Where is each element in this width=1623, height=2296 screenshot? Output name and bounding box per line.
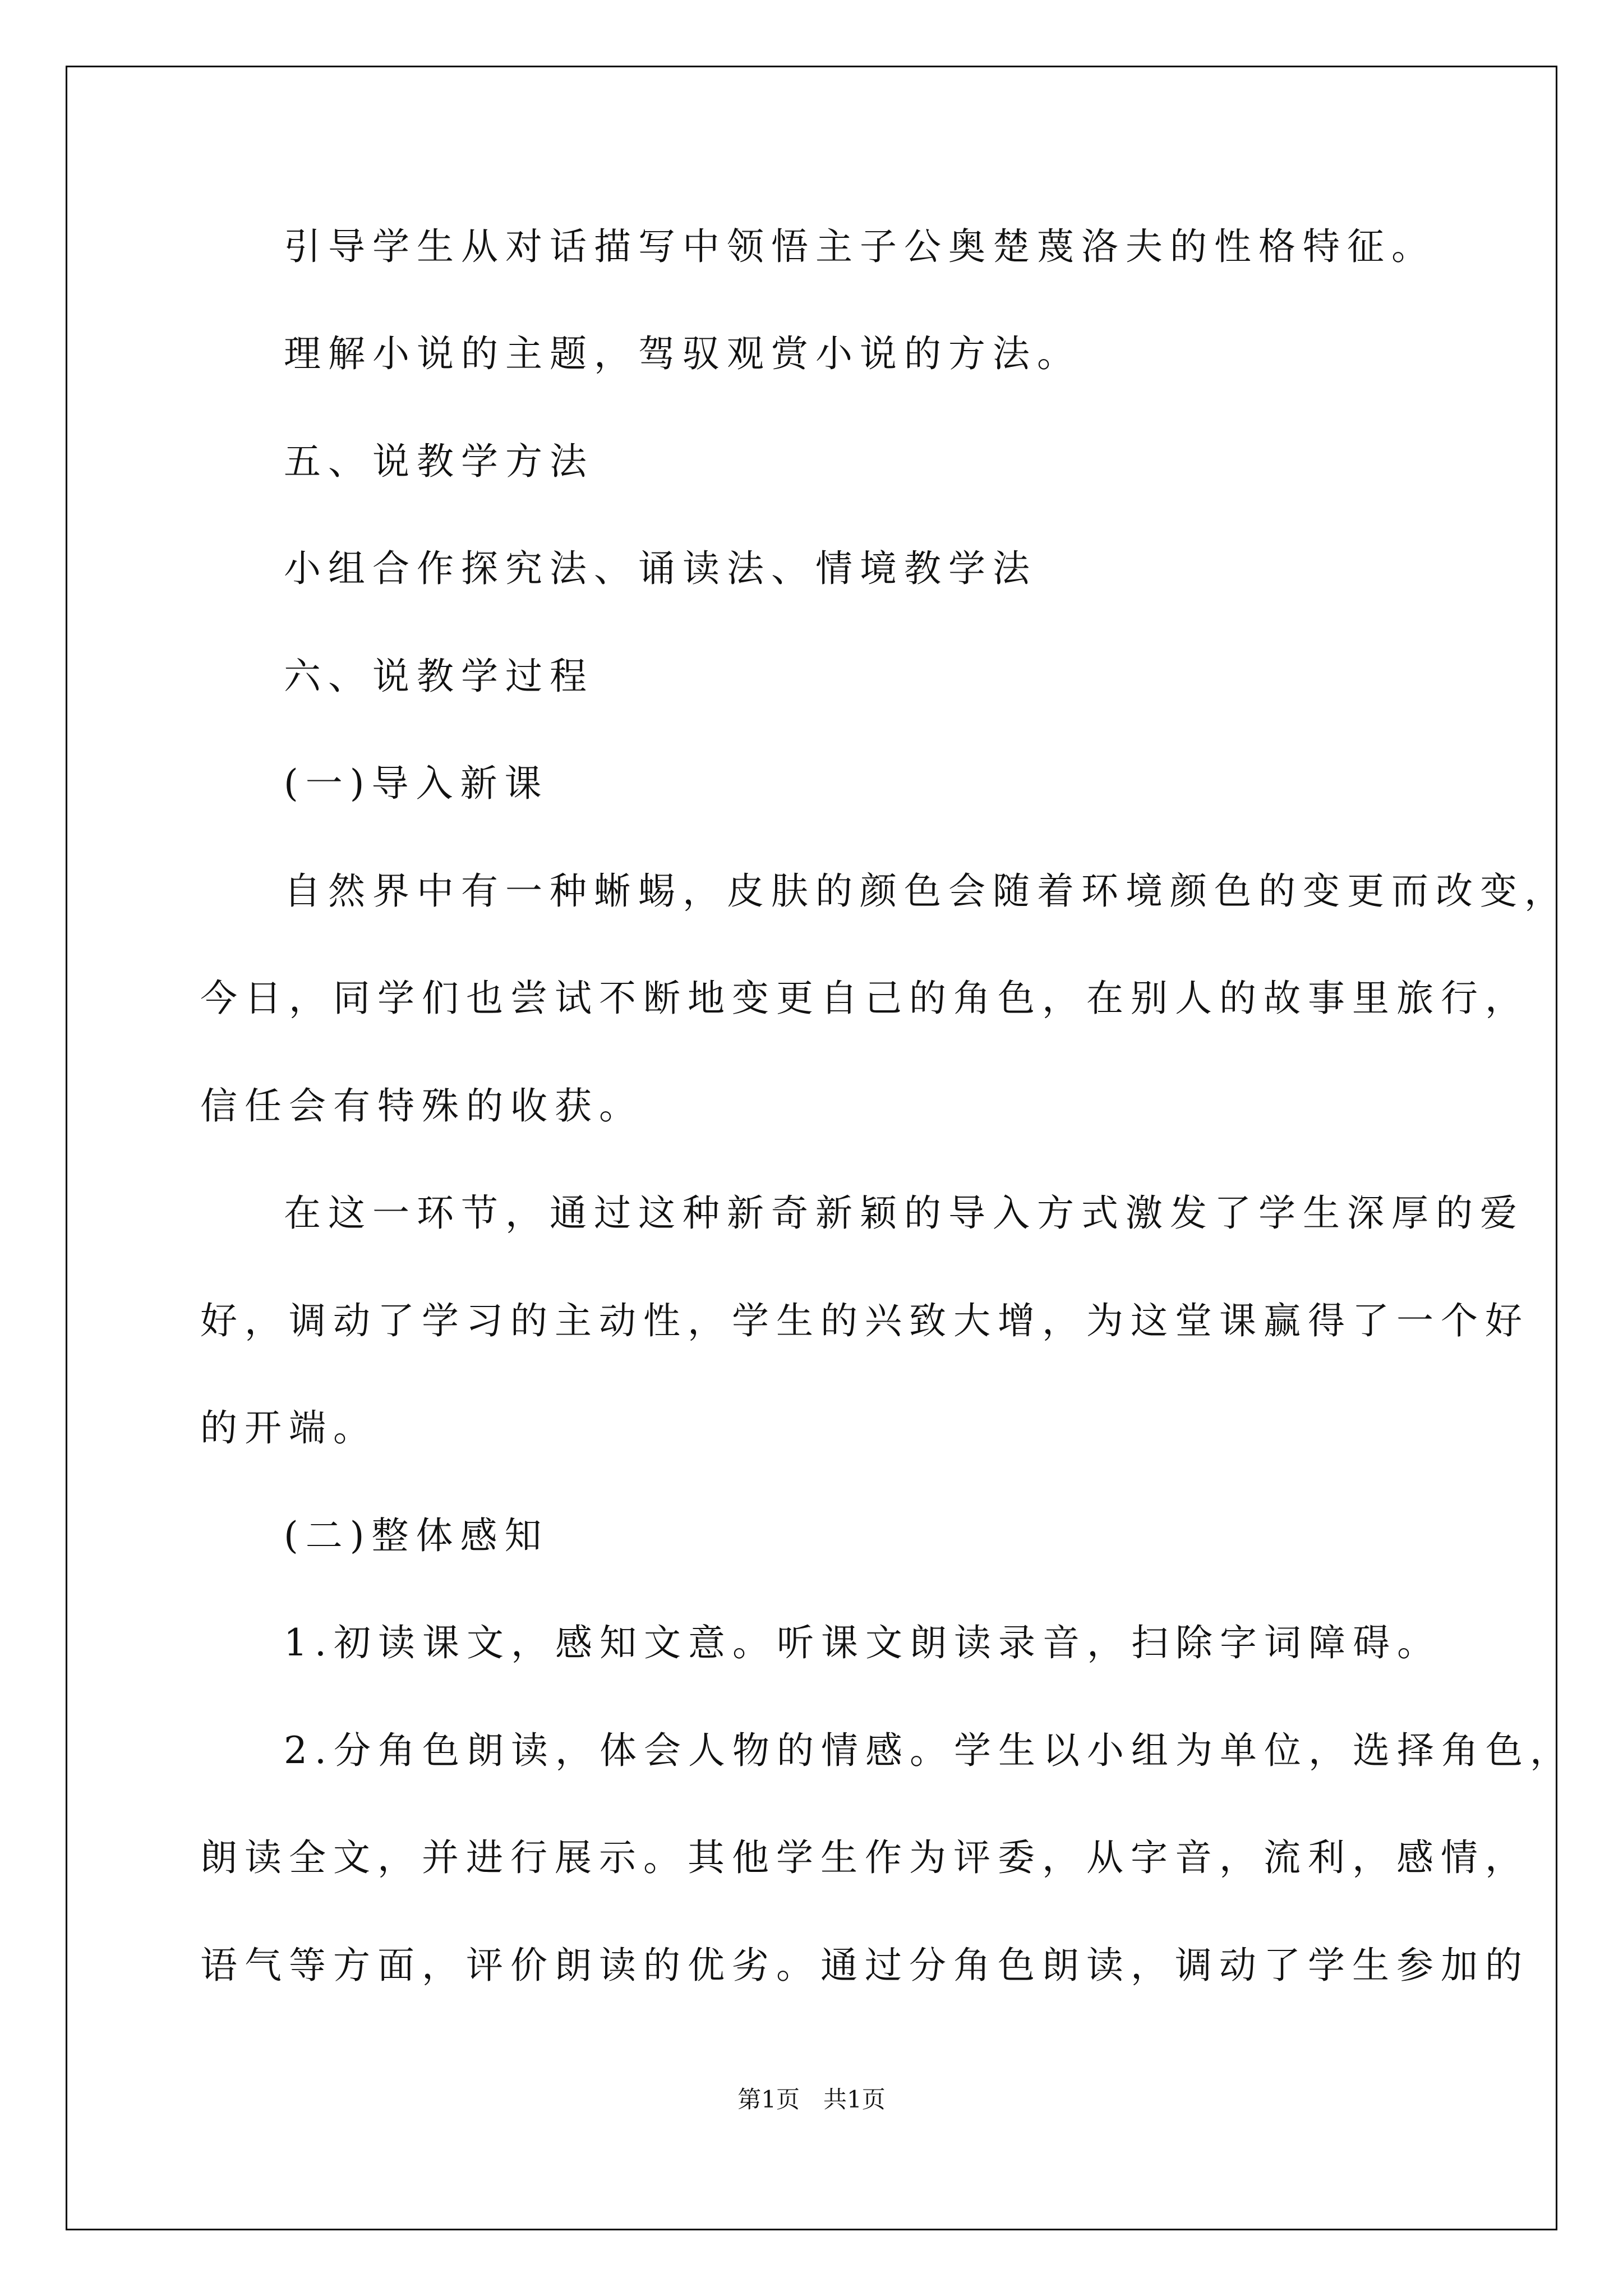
body-line-14: 1.初读课文，感知文意。听课文朗读录音，扫除字词障碍。 [284,1621,1441,1664]
body-line-2: 理解小说的主题，驾驭观赏小说的方法。 [284,332,1081,375]
body-line-16: 朗读全文，并进行展示。其他学生作为评委，从字音，流利，感情， [200,1836,1529,1879]
page-frame [66,66,1557,2230]
body-line-15: 2.分角色朗读，体会人物的情感。学生以小组为单位，选择角色， [284,1729,1574,1772]
body-line-8: 今日，同学们也尝试不断地变更自己的角色，在别人的故事里旅行， [200,977,1529,1020]
subsection-heading-2: (二)整体感知 [284,1514,549,1557]
body-line-17: 语气等方面，评价朗读的优劣。通过分角色朗读，调动了学生参加的 [200,1944,1529,1987]
body-line-11: 好，调动了学习的主动性，学生的兴致大增，为这堂课赢得了一个好 [200,1299,1529,1342]
body-line-9: 信任会有特殊的收获。 [200,1084,643,1128]
section-heading-5: 五、说教学方法 [284,440,594,483]
subsection-heading-1: (一)导入新课 [284,762,549,805]
section-heading-6: 六、说教学过程 [284,655,594,698]
body-line-1: 引导学生从对话描写中领悟主子公奥楚蔑洛夫的性格特征。 [284,225,1436,268]
page-number-footer: 第1页 共1页 [737,2086,886,2113]
body-line-10: 在这一环节，通过这种新奇新颖的导入方式激发了学生深厚的爱 [284,1191,1524,1235]
body-line-4: 小组合作探究法、诵读法、情境教学法 [284,547,1037,590]
body-line-12: 的开端。 [200,1406,377,1450]
body-line-7: 自然界中有一种蜥蜴，皮肤的颜色会随着环境颜色的变更而改变， [284,869,1569,913]
